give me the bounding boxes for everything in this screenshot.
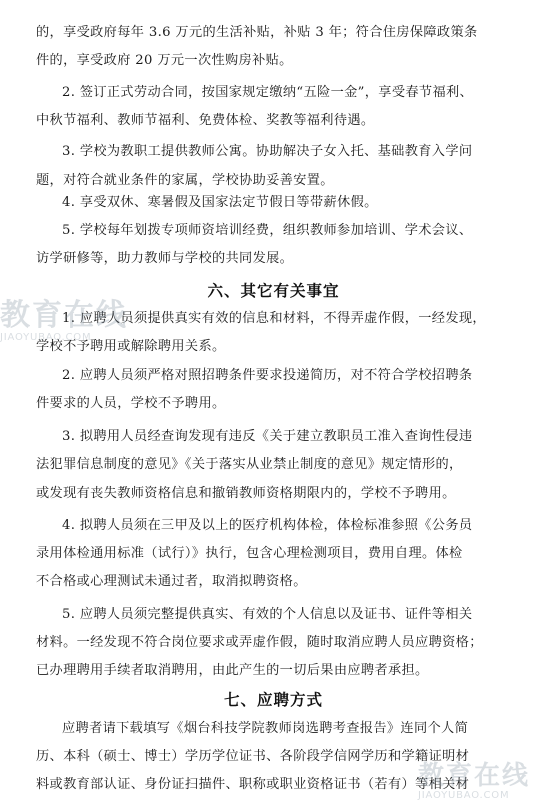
section-7-paragraph: 应聘者请下载填写《烟台科技学院教师岗选聘考查报告》连同个人简: [62, 721, 469, 736]
text-line: 法犯罪信息制度的意见》《关于落实从业禁止制度的意见》规定情形的，: [36, 457, 463, 472]
text-line: 历、本科（硕士、博士）学历学位证书、各阶段学信网学历和学籍证明材: [36, 749, 470, 764]
benefit-item-5: 5. 学校每年划拨专项师资培训经费，组织教师参加培训、学术会议、: [62, 223, 473, 238]
text-line: 访学研修等，助力教师与学校的共同发展。: [36, 251, 294, 266]
text-line: 或发现有丧失教师资格信息和撤销教师资格期限内的，学校不予聘用。: [36, 486, 456, 501]
section-6-item-5: 5. 应聘人员须完整提供真实、有效的个人信息以及证书、证件等相关: [62, 607, 473, 622]
text-line: 不合格或心理测试未通过者，取消拟聘资格。: [36, 574, 307, 589]
section-6-item-4: 4. 拟聘人员须在三甲及以上的医疗机构体检，体检标准参照《公务员: [62, 518, 473, 533]
text-line: 录用体检通用标准（试行）》执行，包含心理检测项目，费用自理。体检: [36, 546, 463, 561]
text-line: 材料。一经发现不符合岗位要求或弄虚作假，随时取消应聘人员应聘资格；: [36, 635, 483, 650]
section-7-heading: 七、应聘方式: [223, 691, 323, 709]
watermark-title: 教育在线: [418, 761, 531, 791]
text-line: 料或教育部认证、身份证扫描件、职称或职业资格证书（若有）等相关材: [36, 777, 470, 792]
watermark-url: JIAOYUBAO.COM: [0, 332, 92, 343]
text-line: 中秋节福利、教师节福利、免费体检、奖教等福利待遇。: [36, 113, 375, 128]
benefit-item-3: 3. 学校为教职工提供教师公寓。协助解决子女入托、基础教育入学问: [62, 144, 473, 159]
section-6-item-2: 2. 应聘人员须严格对照招聘条件要求投递简历，对不符合学校招聘条: [62, 368, 473, 383]
benefit-item-4: 4. 享受双休、寒暑假及国家法定节假日等带薪休假。: [62, 195, 378, 210]
text-line: 件要求的人员，学校不予聘用。: [36, 396, 226, 411]
watermark-title: 教育在线: [0, 298, 128, 333]
watermark-url: JIAOYUBAO.COM: [418, 790, 510, 801]
section-6-item-1: 1. 应聘人员须提供真实有效的信息和材料，不得弄虚作假，一经发现，: [62, 311, 486, 326]
text-line: 学校不予聘用或解除聘用关系。: [36, 339, 226, 354]
benefit-item-2: 2. 签订正式劳动合同，按国家规定缴纳“五险一金”，享受春节福利、: [62, 85, 474, 100]
section-6-heading: 六、其它有关事宜: [207, 282, 340, 300]
text-line: 已办理聘用手续者取消聘用，由此产生的一切后果由应聘者承担。: [36, 663, 429, 678]
text-line: 件的，享受政府 20 万元一次性购房补贴。: [36, 53, 293, 68]
text-line: 题，对符合就业条件的家属，学校协助妥善安置。: [36, 173, 334, 188]
section-6-item-3: 3. 拟聘用人员经查询发现有违反《关于建立教职员工准入查询性侵违: [62, 429, 473, 444]
text-line: 的，享受政府每年 3.6 万元的生活补贴，补贴 3 年；符合住房保障政策条: [36, 25, 478, 40]
